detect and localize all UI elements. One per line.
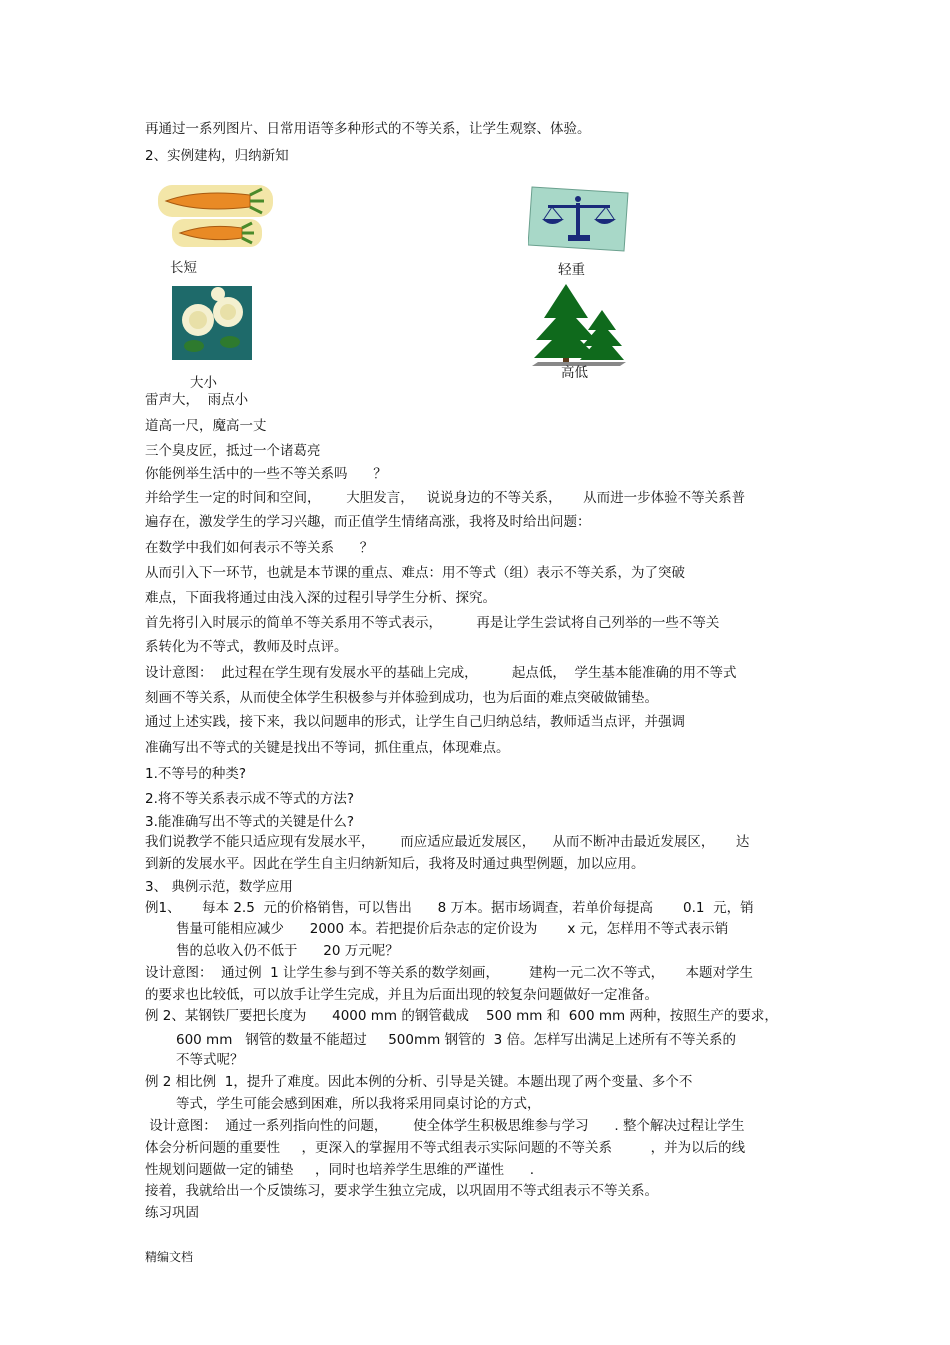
text-line: 性规划问题做一定的铺垫 ，同时也培养学生思维的严谨性 .	[145, 1162, 534, 1178]
text-line: 接着，我就给出一个反馈练习，要求学生独立完成，以巩固用不等式组表示不等关系。	[145, 1183, 658, 1199]
roses-image	[172, 286, 252, 360]
text-line: 准确写出不等式的关键是找出不等词，抓住重点，体现难点。	[145, 740, 510, 756]
text-line: 难点，下面我将通过由浅入深的过程引导学生分析、探究。	[145, 590, 496, 606]
question-3: 3.能准确写出不等式的关键是什么?	[145, 814, 355, 830]
caption-height: 高低	[561, 365, 588, 381]
text-line: 你能例举生活中的一些不等关系吗 ？	[145, 466, 387, 482]
example-2-cont: 600 mm 钢管的数量不能超过 500mm 钢管的 3 倍。怎样写出满足上述所有不等关系的	[176, 1032, 737, 1048]
text-line: 在数学中我们如何表示不等关系 ？	[145, 540, 374, 556]
caption-length: 长短	[170, 260, 197, 276]
text-line: 并给学生一定的时间和空间， 大胆发言， 说说身边的不等关系， 从而进一步体验不等关系普	[145, 490, 746, 506]
example-1-cont: 售的总收入仍不低于 20 万元呢？	[176, 943, 399, 959]
text-line: 的要求也比较低，可以放手让学生完成，并且为后面出现的较复杂问题做好一定准备。	[145, 987, 658, 1003]
text-line: 首先将引入时展示的简单不等关系用不等式表示， 再是让学生尝试将自己列举的一些不等关	[145, 615, 720, 631]
text-line: 体会分析问题的重要性 ，更深入的掌握用不等式组表示实际问题的不等关系 ，并为以后的线	[145, 1140, 746, 1156]
text-line: 系转化为不等式，教师及时点评。	[145, 639, 348, 655]
example-2-cont: 不等式呢？	[176, 1052, 244, 1068]
text-line: 练习巩固	[145, 1205, 199, 1221]
trees-image	[530, 284, 630, 366]
text-line: 遍存在，激发学生的学习兴趣，而正值学生情绪高涨，我将及时给出问题：	[145, 514, 591, 530]
text-line: 设计意图： 通过例 1 让学生参与到不等关系的数学刻画， 建构一元二次不等式， 本题对学生	[145, 965, 754, 981]
text-line: 设计意图： 通过一系列指向性的问题， 使全体学生积极思维参与学习 . 整个解决过程让学生	[145, 1118, 745, 1134]
section-heading-2: 2、实例建构，归纳新知	[145, 148, 289, 164]
question-1: 1.不等号的种类?	[145, 766, 247, 782]
caption-weight: 轻重	[558, 262, 585, 278]
scale-image	[528, 185, 630, 253]
intro-text: 再通过一系列图片、日常用语等多种形式的不等关系，让学生观察、体验。	[145, 121, 591, 137]
text-line: 我们说教学不能只适应现有发展水平， 而应适应最近发展区， 从而不断冲击最近发展区， 达	[145, 834, 750, 850]
question-2: 2.将不等关系表示成不等式的方法?	[145, 791, 355, 807]
text-line: 雷声大， 雨点小	[145, 392, 249, 408]
text-line: 设计意图： 此过程在学生现有发展水平的基础上完成， 起点低， 学生基本能准确的用不等式	[145, 665, 737, 681]
caption-size: 大小	[190, 375, 217, 391]
text-line: 刻画不等关系，从而使全体学生积极参与并体验到成功，也为后面的难点突破做铺垫。	[145, 690, 658, 706]
example-1-cont: 售量可能相应减少 2000 本。若把提价后杂志的定价设为 x 元，怎样用不等式表示销	[176, 921, 729, 937]
example-1: 例1、 每本 2.5 元的价格销售，可以售出 8 万本。据市场调查，若单价每提高 0.1 元，销	[145, 900, 754, 916]
text-line: 等式，学生可能会感到困难，所以我将采用同桌讨论的方式，	[176, 1096, 541, 1112]
example-2: 例 2、某钢铁厂要把长度为 4000 mm 的钢管截成 500 mm 和 600 mm 两种，按照生产的要求，	[145, 1008, 778, 1024]
text-line: 道高一尺，魔高一丈	[145, 418, 267, 434]
text-line: 到新的发展水平。因此在学生自主归纳新知后，我将及时通过典型例题，加以应用。	[145, 856, 645, 872]
text-line: 从而引入下一环节，也就是本节课的重点、难点：用不等式（组）表示不等关系，为了突破	[145, 565, 685, 581]
text-line: 例 2 相比例 1，提升了难度。因此本例的分析、引导是关键。本题出现了两个变量、多个不	[145, 1074, 693, 1090]
carrots-image	[158, 185, 273, 250]
text-line: 通过上述实践，接下来，我以问题串的形式，让学生自己归纳总结，教师适当点评，并强调	[145, 714, 685, 730]
page-footer: 精编文档	[145, 1250, 194, 1264]
text-line: 三个臭皮匠，抵过一个诸葛亮	[145, 443, 321, 459]
section-heading-3: 3、 典例示范，数学应用	[145, 879, 293, 895]
